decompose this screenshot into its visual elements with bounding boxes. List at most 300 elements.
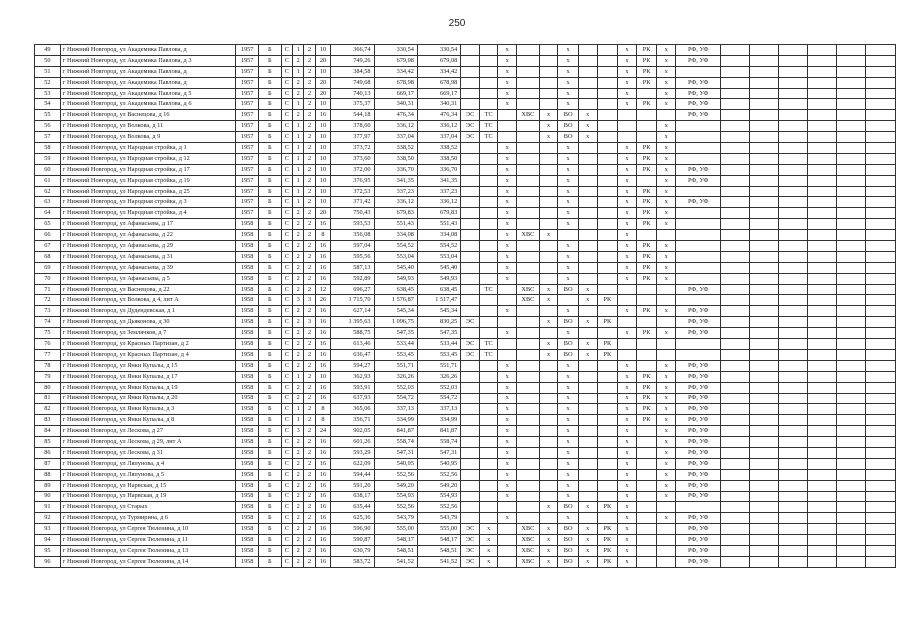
table-cell: 553,45	[417, 349, 460, 360]
address-cell: г Нижний Новгород, ул Афанасьева, д 31	[60, 251, 236, 262]
table-cell	[636, 110, 657, 121]
table-cell	[539, 306, 558, 317]
table-cell	[461, 262, 480, 273]
table-cell	[721, 502, 750, 513]
table-cell: РК	[597, 502, 618, 513]
table-cell	[750, 273, 779, 284]
table-cell: 2	[293, 251, 304, 262]
table-row	[35, 491, 896, 502]
table-cell	[597, 415, 618, 426]
table-cell: х	[578, 556, 597, 567]
table-cell: 1957	[236, 208, 259, 219]
table-cell: 551,71	[417, 360, 460, 371]
table-cell: 2	[304, 415, 315, 426]
table-cell	[837, 426, 866, 437]
table-cell: 16	[315, 513, 330, 524]
address-cell: г Нижний Новгород, ул Народная стройка, д 4	[60, 208, 236, 219]
table-cell: х	[618, 491, 637, 502]
table-cell: 1957	[236, 99, 259, 110]
table-cell	[750, 469, 779, 480]
table-cell: 587,13	[331, 262, 374, 273]
table-cell: С	[281, 208, 292, 219]
table-cell	[750, 393, 779, 404]
table-cell: 2	[293, 447, 304, 458]
table-cell	[675, 230, 720, 241]
table-cell	[578, 88, 597, 99]
table-cell	[597, 45, 618, 56]
table-row	[35, 186, 896, 197]
table-cell	[865, 393, 895, 404]
table-cell	[808, 349, 837, 360]
table-cell: РФ, УФ	[675, 55, 720, 66]
table-cell: РК	[636, 143, 657, 154]
table-cell: 334,42	[374, 66, 417, 77]
table-cell	[539, 437, 558, 448]
table-cell: ЭС	[461, 339, 480, 350]
table-cell	[865, 66, 895, 77]
table-cell: х	[539, 121, 558, 132]
table-cell	[636, 545, 657, 556]
table-cell	[750, 371, 779, 382]
table-cell: 2	[304, 230, 315, 241]
table-cell: х	[578, 295, 597, 306]
table-cell: х	[498, 175, 517, 186]
table-cell	[618, 284, 637, 295]
table-cell	[517, 328, 540, 339]
table-cell: 16	[315, 306, 330, 317]
table-cell	[618, 110, 637, 121]
table-row	[35, 230, 896, 241]
table-row	[35, 437, 896, 448]
page-number: 250	[448, 18, 466, 29]
table-cell	[865, 447, 895, 458]
table-cell: 89	[35, 480, 61, 491]
table-cell: РК	[636, 66, 657, 77]
table-cell: РФ, УФ	[675, 45, 720, 56]
table-cell	[779, 186, 808, 197]
table-cell	[461, 404, 480, 415]
table-cell: 678,98	[374, 77, 417, 88]
table-cell	[808, 556, 837, 567]
table-cell	[750, 230, 779, 241]
table-cell	[721, 426, 750, 437]
table-cell: 2	[293, 360, 304, 371]
table-cell	[750, 99, 779, 110]
table-row	[35, 284, 896, 295]
table-cell: Б	[259, 545, 282, 556]
table-cell: ВО	[558, 545, 579, 556]
table-cell	[779, 371, 808, 382]
table-cell	[461, 437, 480, 448]
table-cell: 1	[293, 197, 304, 208]
table-cell: РК	[636, 197, 657, 208]
table-cell	[636, 295, 657, 306]
table-cell	[750, 447, 779, 458]
table-cell: С	[281, 524, 292, 535]
table-cell	[779, 77, 808, 88]
table-cell: х	[618, 66, 637, 77]
table-cell	[721, 360, 750, 371]
table-cell	[865, 502, 895, 513]
table-cell: 86	[35, 447, 61, 458]
table-cell	[865, 153, 895, 164]
address-cell: г Нижний Новгород, ул Народная стройка, д 3	[60, 197, 236, 208]
table-row	[35, 469, 896, 480]
table-cell: РК	[636, 55, 657, 66]
table-cell: 696,27	[331, 284, 374, 295]
table-cell: х	[618, 45, 637, 56]
table-cell	[479, 251, 498, 262]
table-row	[35, 99, 896, 110]
table-cell	[675, 251, 720, 262]
table-cell: РФ, УФ	[675, 99, 720, 110]
table-cell: РК	[636, 306, 657, 317]
table-cell	[539, 241, 558, 252]
table-cell	[721, 415, 750, 426]
table-cell	[636, 121, 657, 132]
table-cell: 679,83	[374, 208, 417, 219]
table-cell: х	[539, 524, 558, 535]
table-cell	[721, 491, 750, 502]
table-cell	[461, 66, 480, 77]
table-cell	[779, 132, 808, 143]
table-cell	[517, 426, 540, 437]
table-cell: 593,53	[331, 219, 374, 230]
table-cell: 8	[315, 404, 330, 415]
table-cell	[750, 66, 779, 77]
table-cell: 337,13	[417, 404, 460, 415]
table-cell: 94	[35, 535, 61, 546]
table-cell	[498, 132, 517, 143]
table-cell: РК	[636, 404, 657, 415]
table-cell: 16	[315, 273, 330, 284]
table-cell: 2	[293, 393, 304, 404]
table-cell: 554,52	[374, 241, 417, 252]
table-cell: 72	[35, 295, 61, 306]
table-cell	[808, 132, 837, 143]
table-cell: 2	[293, 339, 304, 350]
table-cell: 84	[35, 426, 61, 437]
table-cell	[721, 306, 750, 317]
table-cell: РК	[597, 524, 618, 535]
table-cell: х	[539, 317, 558, 328]
table-cell: 2	[304, 121, 315, 132]
table-cell: Б	[259, 469, 282, 480]
table-cell	[779, 382, 808, 393]
table-cell: 1958	[236, 251, 259, 262]
table-cell: Б	[259, 371, 282, 382]
table-cell	[721, 241, 750, 252]
table-cell	[808, 458, 837, 469]
table-cell: 545,40	[374, 262, 417, 273]
table-cell	[479, 77, 498, 88]
table-cell: 365,06	[331, 404, 374, 415]
table-cell: 2	[293, 502, 304, 513]
table-cell	[578, 197, 597, 208]
table-cell: 54	[35, 99, 61, 110]
table-cell	[578, 175, 597, 186]
table-cell	[837, 164, 866, 175]
table-cell	[597, 480, 618, 491]
table-cell	[779, 556, 808, 567]
table-cell	[779, 404, 808, 415]
table-cell	[578, 447, 597, 458]
table-cell: х	[498, 241, 517, 252]
table-cell: С	[281, 241, 292, 252]
table-cell	[578, 219, 597, 230]
table-cell: х	[558, 55, 579, 66]
table-cell	[578, 360, 597, 371]
table-cell	[597, 121, 618, 132]
table-cell	[675, 186, 720, 197]
table-cell: Б	[259, 426, 282, 437]
table-cell: РК	[636, 251, 657, 262]
table-cell	[837, 306, 866, 317]
table-cell	[837, 110, 866, 121]
table-cell	[539, 66, 558, 77]
table-cell: РФ, УФ	[675, 513, 720, 524]
address-cell: г Нижний Новгород, ул Янки Купалы, д 20	[60, 393, 236, 404]
table-cell	[837, 360, 866, 371]
table-cell: 378,60	[331, 121, 374, 132]
table-cell: х	[479, 556, 498, 567]
table-cell: 2	[304, 66, 315, 77]
table-cell	[865, 88, 895, 99]
table-cell: РФ, УФ	[675, 110, 720, 121]
table-cell	[597, 360, 618, 371]
table-cell: С	[281, 556, 292, 567]
table-cell: 51	[35, 66, 61, 77]
table-cell	[517, 469, 540, 480]
table-cell	[721, 132, 750, 143]
table-cell: х	[558, 219, 579, 230]
table-cell: 669,17	[417, 88, 460, 99]
table-row	[35, 110, 896, 121]
table-cell: 1958	[236, 426, 259, 437]
table-cell: х	[618, 382, 637, 393]
table-cell	[721, 437, 750, 448]
table-cell: 553,04	[417, 251, 460, 262]
table-cell: С	[281, 55, 292, 66]
table-cell: Б	[259, 328, 282, 339]
table-cell: 553,45	[374, 349, 417, 360]
table-cell	[721, 295, 750, 306]
table-cell: ЭС	[461, 349, 480, 360]
table-cell: 545,34	[374, 306, 417, 317]
table-cell: 1957	[236, 77, 259, 88]
table-cell: 2	[293, 241, 304, 252]
table-cell: х	[657, 328, 676, 339]
table-cell	[618, 121, 637, 132]
table-cell: 2	[304, 556, 315, 567]
table-cell: 1	[293, 99, 304, 110]
table-cell: 16	[315, 110, 330, 121]
table-cell	[479, 66, 498, 77]
table-cell: 2	[304, 458, 315, 469]
table-cell: ХВС	[517, 524, 540, 535]
table-cell: Б	[259, 88, 282, 99]
table-cell	[779, 306, 808, 317]
table-cell: 679,83	[417, 208, 460, 219]
table-cell: 20	[315, 77, 330, 88]
table-cell	[539, 143, 558, 154]
table-cell: РК	[597, 339, 618, 350]
table-cell	[618, 349, 637, 360]
table-cell: 551,71	[374, 360, 417, 371]
table-cell: 750,43	[331, 208, 374, 219]
table-cell	[479, 88, 498, 99]
table-cell	[779, 66, 808, 77]
table-cell	[750, 55, 779, 66]
table-cell: х	[657, 77, 676, 88]
table-cell: 543,79	[417, 513, 460, 524]
address-cell: г Нижний Новгород, ул Академика Павлова, д 6	[60, 99, 236, 110]
table-cell	[721, 45, 750, 56]
table-cell	[479, 164, 498, 175]
table-cell	[597, 110, 618, 121]
table-cell	[675, 349, 720, 360]
table-cell	[721, 99, 750, 110]
table-cell	[636, 175, 657, 186]
table-cell	[779, 121, 808, 132]
table-cell: 2	[304, 219, 315, 230]
table-cell: х	[498, 251, 517, 262]
table-cell: ВО	[558, 349, 579, 360]
table-cell: С	[281, 545, 292, 556]
table-cell: х	[657, 241, 676, 252]
table-cell: 1958	[236, 404, 259, 415]
table-cell: 1957	[236, 88, 259, 99]
table-cell: РК	[636, 164, 657, 175]
table-cell	[597, 241, 618, 252]
table-cell: РК	[636, 328, 657, 339]
table-cell	[808, 545, 837, 556]
table-cell	[865, 219, 895, 230]
table-cell: 338,52	[417, 143, 460, 154]
table-cell	[517, 371, 540, 382]
table-cell: 56	[35, 121, 61, 132]
table-cell: Б	[259, 77, 282, 88]
table-cell	[779, 273, 808, 284]
table-cell: х	[657, 447, 676, 458]
table-cell	[750, 339, 779, 350]
table-cell	[657, 339, 676, 350]
table-cell: ЭС	[461, 524, 480, 535]
table-cell	[865, 556, 895, 567]
table-cell	[517, 132, 540, 143]
table-cell: 549,93	[417, 273, 460, 284]
table-cell	[578, 437, 597, 448]
address-cell: г Нижний Новгород, ул Академика Павлова, д	[60, 45, 236, 56]
table-cell: 543,79	[374, 513, 417, 524]
table-cell: х	[498, 219, 517, 230]
table-cell: х	[618, 186, 637, 197]
table-cell	[636, 230, 657, 241]
table-cell: х	[578, 502, 597, 513]
table-cell	[657, 535, 676, 546]
table-cell: 1	[293, 153, 304, 164]
table-cell: х	[618, 469, 637, 480]
table-cell: Б	[259, 382, 282, 393]
table-cell	[558, 230, 579, 241]
table-cell: 91	[35, 502, 61, 513]
table-cell	[808, 164, 837, 175]
table-cell	[808, 251, 837, 262]
table-cell	[461, 371, 480, 382]
table-cell: 371,42	[331, 197, 374, 208]
table-cell	[539, 88, 558, 99]
table-cell	[461, 502, 480, 513]
table-cell: х	[657, 219, 676, 230]
table-cell: 16	[315, 219, 330, 230]
table-cell	[865, 328, 895, 339]
table-cell: х	[498, 393, 517, 404]
table-cell: 540,95	[374, 458, 417, 469]
table-cell: 1958	[236, 502, 259, 513]
table-cell: 376,95	[331, 175, 374, 186]
address-cell: г Нижний Новгород, ул Янки Купалы, д 3	[60, 404, 236, 415]
table-cell	[517, 77, 540, 88]
table-cell: 74	[35, 317, 61, 328]
table-cell	[779, 110, 808, 121]
table-cell	[779, 197, 808, 208]
table-cell: 76	[35, 339, 61, 350]
table-cell: 2	[293, 480, 304, 491]
table-cell: 2	[304, 426, 315, 437]
table-cell	[779, 480, 808, 491]
table-cell	[865, 208, 895, 219]
table-cell: С	[281, 230, 292, 241]
table-cell	[597, 230, 618, 241]
table-cell	[721, 545, 750, 556]
table-cell	[750, 132, 779, 143]
table-cell: х	[498, 360, 517, 371]
table-cell: С	[281, 513, 292, 524]
table-cell: 1957	[236, 45, 259, 56]
table-cell: 373,72	[331, 143, 374, 154]
table-cell	[636, 469, 657, 480]
table-cell: 622,09	[331, 458, 374, 469]
table-cell: 590,87	[331, 535, 374, 546]
table-cell: 3	[304, 295, 315, 306]
table-cell: 10	[315, 164, 330, 175]
table-cell	[539, 426, 558, 437]
table-cell: х	[618, 328, 637, 339]
table-cell	[779, 164, 808, 175]
table-cell: х	[618, 88, 637, 99]
table-cell	[675, 132, 720, 143]
table-cell: 341,35	[417, 175, 460, 186]
table-cell	[865, 524, 895, 535]
table-cell	[865, 513, 895, 524]
table-cell: х	[498, 99, 517, 110]
table-cell: х	[578, 545, 597, 556]
table-cell: 1 517,47	[417, 295, 460, 306]
table-cell: 3	[293, 295, 304, 306]
table-cell: 2	[293, 524, 304, 535]
table-cell: 1	[293, 121, 304, 132]
table-cell: х	[558, 273, 579, 284]
table-cell: 24	[315, 426, 330, 437]
table-cell: 366,74	[331, 45, 374, 56]
table-cell: 1958	[236, 382, 259, 393]
table-cell	[808, 469, 837, 480]
table-cell	[675, 219, 720, 230]
table-cell: 88	[35, 469, 61, 480]
address-cell: г Нижний Новгород, ул Афанасьева, д 17	[60, 219, 236, 230]
table-cell: 1958	[236, 349, 259, 360]
table-cell	[808, 480, 837, 491]
